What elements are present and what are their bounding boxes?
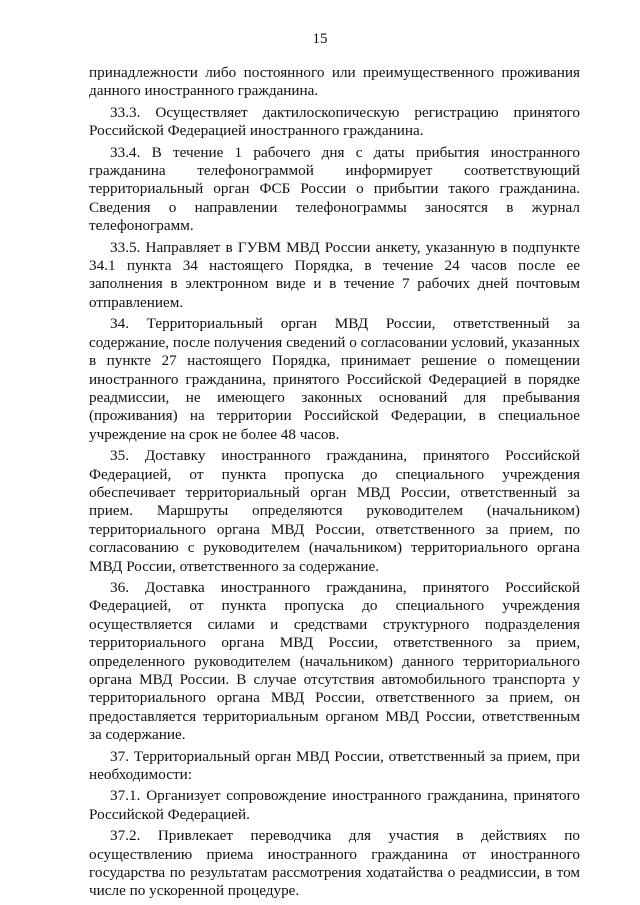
- paragraph-35: 35. Доставку иностранного гражданина, принятого Российской Федерацией, от пункта пропуска до специального учреждения обеспечивает территориальный орган МВД России, ответственный за прием. Маршруты определяются руководителем (начальником) территориального органа МВД России, ответственного за прием, по согласованию с руководителем (начальником) территориального органа МВД России, ответственного за содержание.: [89, 447, 580, 575]
- paragraph-continuation: принадлежности либо постоянного или преимущественного проживания данного иностранного гражданина.: [89, 64, 580, 100]
- paragraph-33-5: 33.5. Направляет в ГУВМ МВД России анкету, указанную в подпункте 34.1 пункта 34 настоящего Порядка, в течение 24 часов после ее заполнения в электронном виде и в течение 7 рабочих дней почтовым отправлением.: [89, 238, 580, 311]
- paragraph-33-4: 33.4. В течение 1 рабочего дня с даты прибытия иностранного гражданина телефонограммой информирует соответствующий территориальный орган ФСБ России о прибытии такого гражданина. Сведения о направлении телефонограммы заносятся в журнал телефонограмм.: [89, 143, 580, 235]
- page-number: 15: [312, 31, 328, 47]
- paragraph-34: 34. Территориальный орган МВД России, ответственный за содержание, после получения сведений о согласовании условий, указанных в пункте 27 настоящего Порядка, принимает решение о помещении иностранного гражданина, принятого Российской Федерацией в порядке реадмиссии, не имеющего законных оснований для пребывания (проживания) на территории Российской Федерации, в специальное учреждение на срок не более 48 часов.: [89, 315, 580, 443]
- paragraph-36: 36. Доставка иностранного гражданина, принятого Российской Федерацией, от пункта пропуска до специального учреждения осуществляется силами и средствами структурного подразделения территориального органа МВД России, ответственного за прием, определенного руководителем (начальником) данного территориального органа МВД России. В случае отсутствия автомобильного транспорта у территориального органа МВД России, ответственного за прием, он предоставляется территориальным органом МВД России, ответственным за содержание.: [89, 578, 580, 744]
- paragraph-37-1: 37.1. Организует сопровождение иностранного гражданина, принятого Российской Федерацией.: [89, 787, 580, 823]
- paragraph-37: 37. Территориальный орган МВД России, ответственный за прием, при необходимости:: [89, 747, 580, 784]
- paragraph-33-3: 33.3. Осуществляет дактилоскопическую регистрацию принятого Российской Федерацией иностранного гражданина.: [89, 103, 580, 140]
- paragraph-37-2: 37.2. Привлекает переводчика для участия в действиях по осуществлению приема иностранного гражданина от иностранного государства по результатам рассмотрения ходатайства о реадмиссии, в том числе по ускоренной процедуре.: [89, 827, 580, 900]
- document-body: [89, 64, 580, 904]
